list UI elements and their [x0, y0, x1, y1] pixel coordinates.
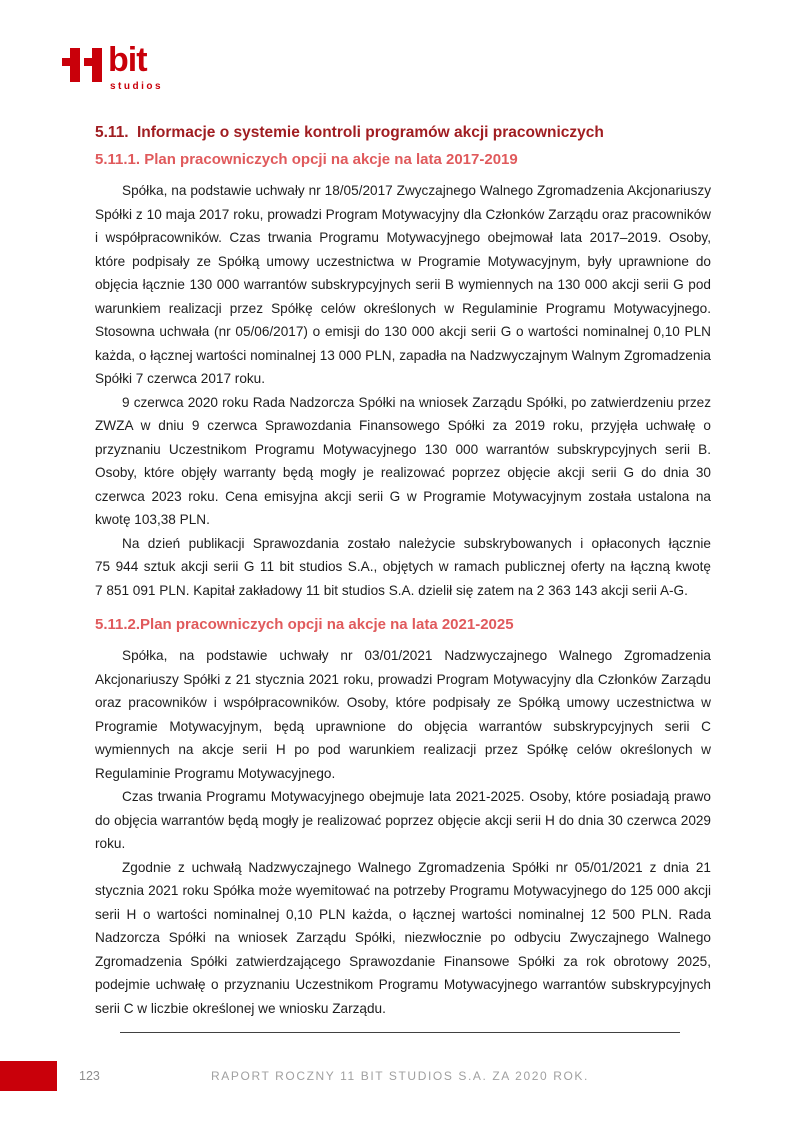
logo-text-studios: studios [110, 81, 164, 92]
footer-report-title: RAPORT ROCZNY 11 BIT STUDIOS S.A. ZA 2020 ROK. [211, 1069, 589, 1083]
company-logo [62, 41, 202, 100]
body-paragraph: Zgodnie z uchwałą Nadzwyczajnego Walnego Zgromadzenia Spółki nr 05/01/2021 z dnia 21 stycznia 2021 roku Spółka może wyemitować na potrzeby Programu Motywacyjnego do 125 000 akcji serii H o wartości nominalnej 0,10 PLN każda, o łącznej wartości nominalnej 12 500 PLN. Rada Nadzorcza Spółki na wniosek Zarządu Spółki, niezwłocznie po odbyciu Zwyczajnego Walnego Zgromadzenia Spółki zatwierdzającego Sprawozdanie Finansowe Spółki za rok obrotowy 2025, podejmie uchwałę o przyznaniu Uczestnikom Programu Motywacyjnego warrantów subskrypcyjnych serii C w liczbie określonej we wniosku Zarządu. [95, 859, 711, 1016]
body-paragraph: Spółka, na podstawie uchwały nr 03/01/2021 Nadzwyczajnego Walnego Zgromadzenia Akcjonariuszy Spółki z 21 stycznia 2021 roku, prowadzi Program Motywacyjny dla Członków Zarządu oraz pracowników i współpracowników. Osoby, które podpisały ze Spółką umowy uczestnictwa w Programie Motywacyjnym, będą uprawnione do objęcia warrantów subskrypcyjnych serii C wymiennych na akcje serii H po pod warunkiem realizacji przez Spółkę celów określonych w Regulaminie Programu Motywacyjnego. [95, 648, 711, 781]
page-number: 123 [79, 1069, 100, 1083]
section-number: 5.11. [95, 124, 129, 141]
section-title [95, 122, 711, 143]
logo-pixel-11-icon [62, 48, 104, 84]
section-title-text: Informacje o systemie kontroli programów akcji pracowniczych [137, 124, 604, 141]
subsection-1-title: 5.11.1. Plan pracowniczych opcji na akcje na lata 2017-2019 [95, 151, 518, 168]
footer-divider [120, 1032, 680, 1033]
body-paragraph: Na dzień publikacji Sprawozdania zostało należycie subskrybowanych i opłaconych łącznie 75 944 sztuk akcji serii G 11 bit studios S.A., objętych w ramach publicznej oferty na łączną kwotę 7 851 091 PLN. Kapitał zakładowy 11 bit studios S.A. dzielił się zatem na 2 363 143 akcji serii A-G. [95, 535, 711, 598]
subsection-2-title: 5.11.2.Plan pracowniczych opcji na akcje na lata 2021-2025 [95, 616, 514, 633]
report-content [95, 122, 711, 1020]
body-paragraph: Spółka, na podstawie uchwały nr 18/05/2017 Zwyczajnego Walnego Zgromadzenia Akcjonariuszy Spółki z 10 maja 2017 roku, prowadzi Program Motywacyjny dla Członków Zarządu oraz pracowników i współpracowników. Czas trwania Programu Motywacyjnego obejmował lata 2017–2019. Osoby, które podpisały ze Spółką umowy uczestnictwa w Programie Motywacyjnym, były uprawnione do objęcia łącznie 130 000 warrantów subskrypcyjnych serii B wymiennych na 130 000 akcji serii G pod warunkiem realizacji przez Spółkę celów określonych w Regulaminie Programu Motywacyjnego. Stosowna uchwała (nr 05/06/2017) o emisji do 130 000 akcji serii G o wartości nominalnej 0,10 PLN każda, o łącznej wartości nominalnej 13 000 PLN, zapadła na Nadzwyczajnym Walnym Zgromadzenia Spółki 7 czerwca 2017 roku. [95, 183, 711, 386]
body-paragraph: Czas trwania Programu Motywacyjnego obejmuje lata 2021-2025. Osoby, które posiadają prawo do objęcia warrantów będą mogły je realizować poprzez objęcie akcji serii H do dnia 30 czerwca 2029 roku. [95, 789, 711, 851]
body-paragraph: 9 czerwca 2020 roku Rada Nadzorcza Spółki na wniosek Zarządu Spółki, po zatwierdzeniu przez ZWZA w dniu 9 czerwca Sprawozdania Finansowego Spółki za 2019 roku, przyjęła uchwałę o przyznaniu Uczestnikom Programu Motywacyjnego 130 000 warrantów subskrypcyjnych serii B. Osoby, które objęły warranty będą mogły je realizować poprzez objęcie akcji serii G do dnia 30 czerwca 2023 roku. Cena emisyjna akcji serii G w Programie Motywacyjnym została ustalona na kwotę 103,38 PLN. [95, 394, 711, 527]
logo-text-bit: bit [108, 41, 147, 79]
